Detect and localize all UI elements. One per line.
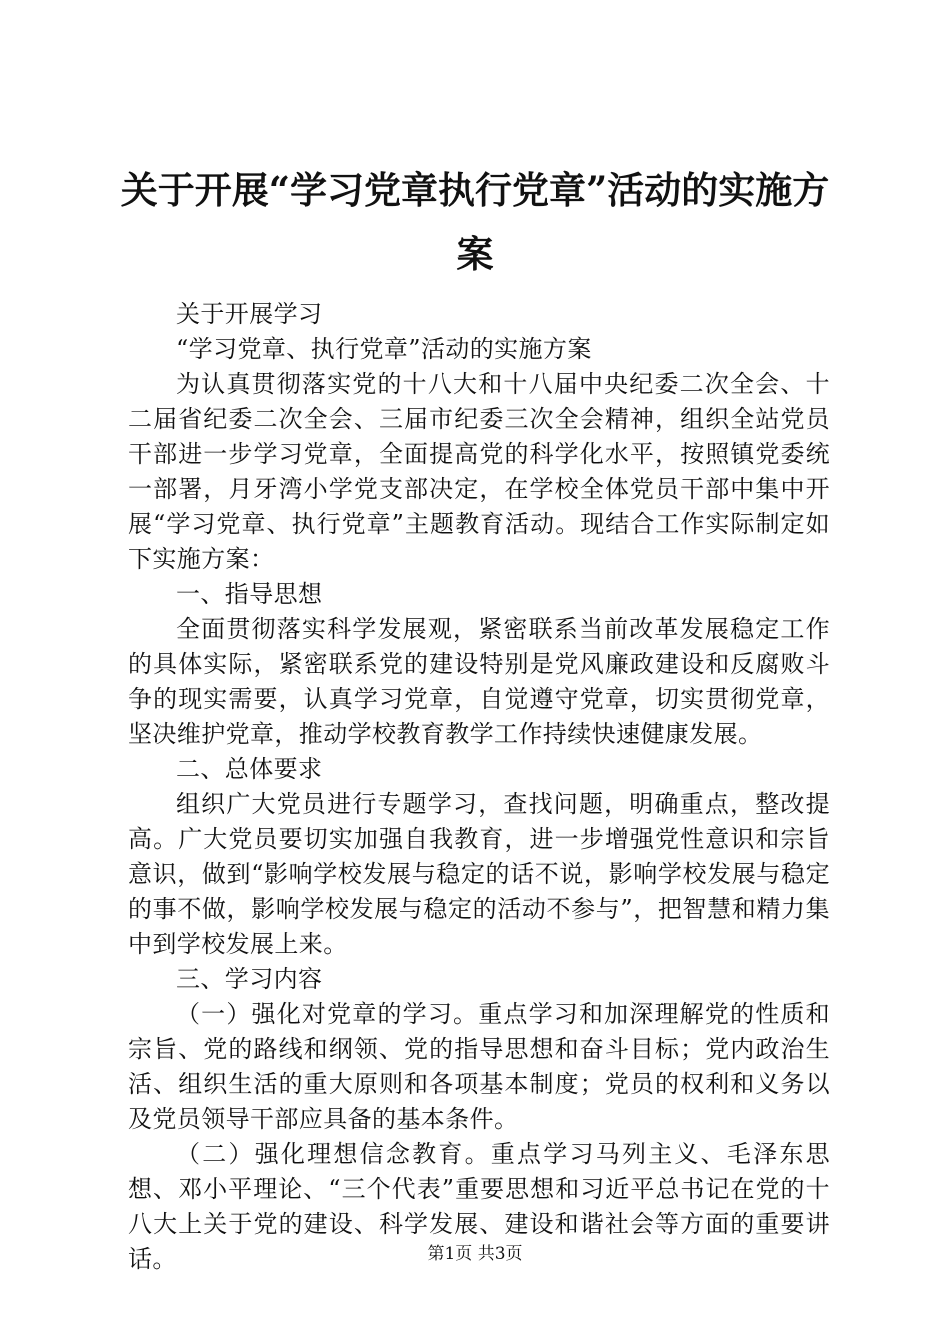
document-title: 关于开展“学习党章执行党章”活动的实施方案: [120, 168, 830, 276]
body-paragraph: 关于开展学习: [176, 300, 323, 328]
page-number-footer: 第1页 共3页: [427, 1244, 523, 1264]
body-paragraph: （二）强化理想信念教育。重点学习马列主义、毛泽东思想、邓小平理论、“三个代表”重要思想和习近平总书记在党的十八大上关于党的建设、科学发展、建设和谐社会等方面的重要讲话。: [128, 1140, 830, 1273]
section-heading: 二、总体要求: [176, 755, 323, 783]
document-body: [128, 297, 830, 1277]
body-paragraph: （一）强化对党章的学习。重点学习和加深理解党的性质和宗旨、党的路线和纲领、党的指导思想和奋斗目标；党内政治生活、组织生活的重大原则和各项基本制度；党员的权利和义务以及党员领导干部应具备的基本条件。: [128, 1000, 830, 1133]
section-heading: 三、学习内容: [176, 965, 323, 993]
body-paragraph: 全面贯彻落实科学发展观，紧密联系当前改革发展稳定工作的具体实际，紧密联系党的建设特别是党风廉政建设和反腐败斗争的现实需要，认真学习党章，自觉遵守党章，切实贯彻党章，坚决维护党章，推动学校教育教学工作持续快速健康发展。: [128, 615, 830, 748]
body-paragraph: 为认真贯彻落实党的十八大和十八届中央纪委二次全会、十二届省纪委二次全会、三届市纪委三次全会精神，组织全站党员干部进一步学习党章，全面提高党的科学化水平，按照镇党委统一部署，月牙湾小学党支部决定，在学校全体党员干部中集中开展“学习党章、执行党章”主题教育活动。现结合工作实际制定如下实施方案：: [128, 370, 830, 573]
section-heading: 一、指导思想: [176, 580, 323, 608]
body-paragraph: 组织广大党员进行专题学习，查找问题，明确重点，整改提高。广大党员要切实加强自我教育，进一步增强党性意识和宗旨意识，做到“影响学校发展与稳定的话不说，影响学校发展与稳定的事不做，影响学校发展与稳定的活动不参与”，把智慧和精力集中到学校发展上来。: [128, 790, 830, 958]
body-paragraph: “学习党章、执行党章”活动的实施方案: [176, 335, 592, 363]
